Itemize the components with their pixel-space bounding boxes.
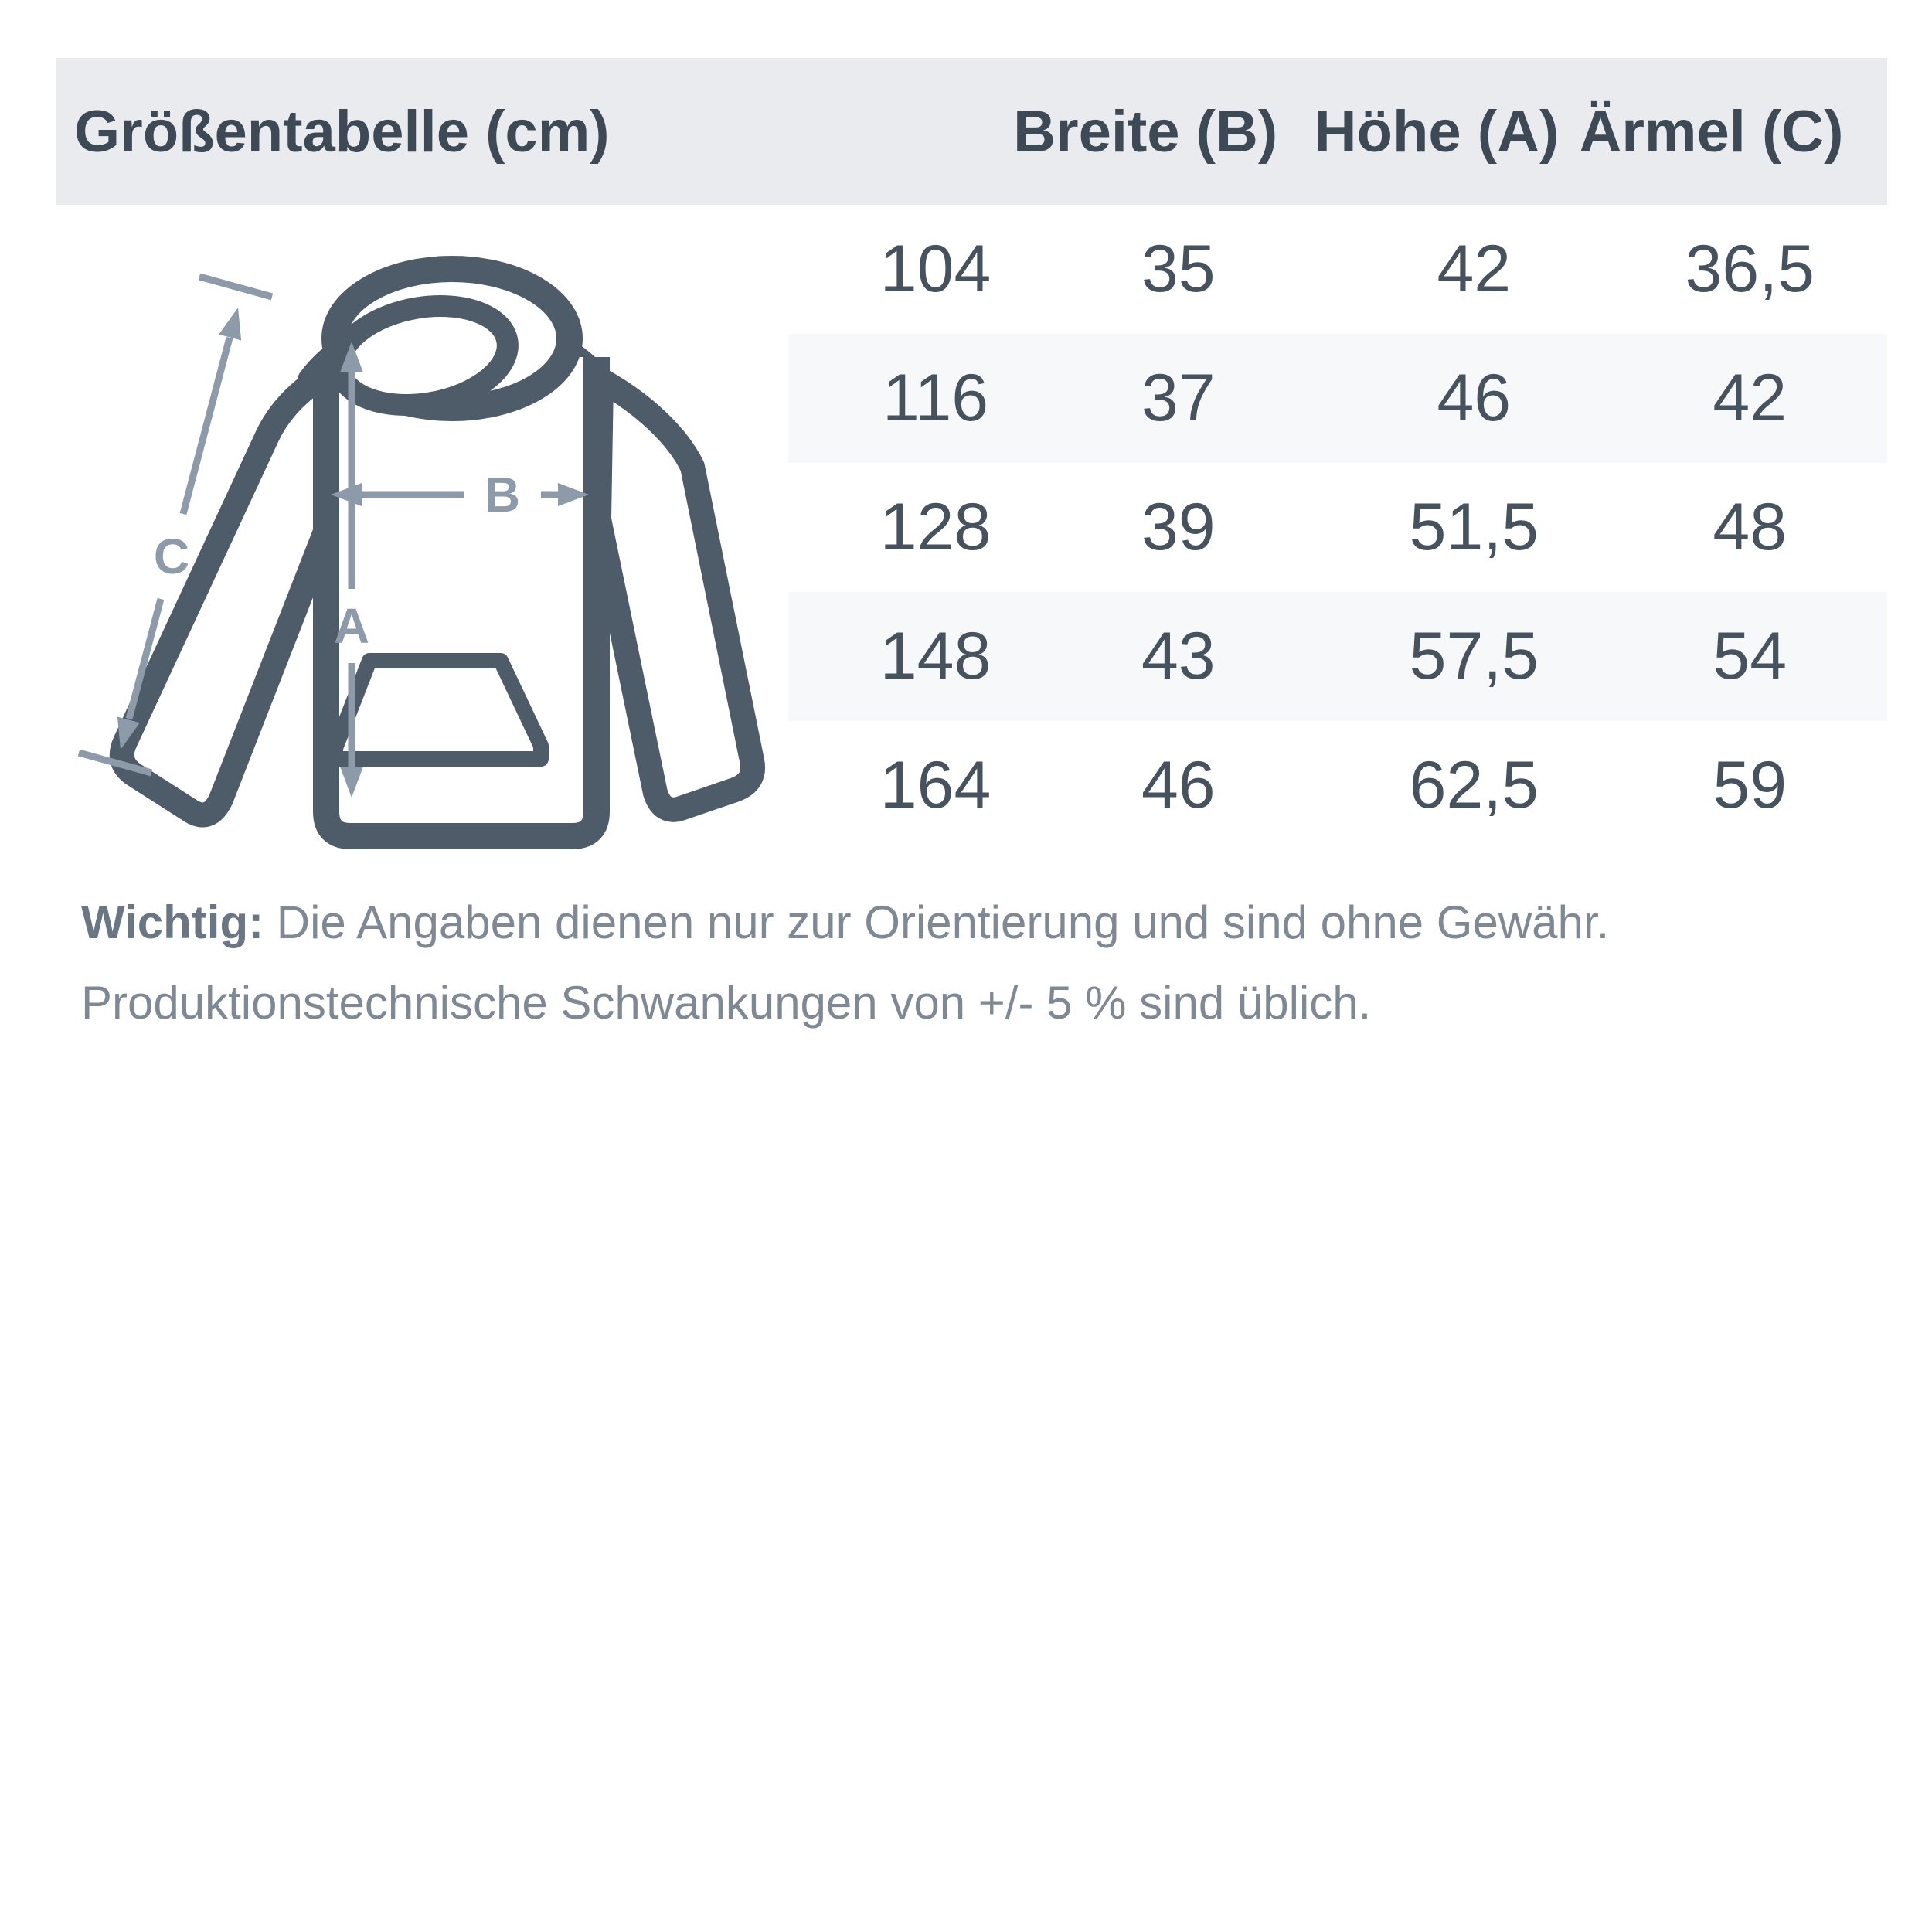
breite-value: 46 bbox=[1141, 748, 1216, 822]
size-value: 116 bbox=[882, 361, 989, 435]
important-note bbox=[81, 883, 1889, 1043]
note-text-1: Die Angaben dienen nur zur Orientierung und sind ohne Gewähr. bbox=[264, 896, 1610, 948]
hoodie-pocket bbox=[335, 661, 541, 759]
table-row bbox=[788, 205, 1887, 334]
hoodie-right-sleeve bbox=[599, 380, 753, 810]
size-table bbox=[788, 205, 1887, 850]
breite-value: 37 bbox=[1141, 361, 1216, 435]
size-value: 104 bbox=[879, 232, 992, 306]
hoehe-value: 62,5 bbox=[1409, 748, 1539, 822]
measure-c-tick-top bbox=[199, 277, 272, 297]
aermel-value: 54 bbox=[1713, 619, 1787, 693]
column-header-aermel: Ärmel (C) bbox=[1579, 98, 1844, 165]
table-header-bar bbox=[56, 58, 1887, 205]
column-header-breite: Breite (B) bbox=[1013, 98, 1278, 165]
arrowhead-c-top bbox=[219, 304, 249, 340]
column-header-hoehe: Höhe (A) bbox=[1314, 98, 1560, 165]
table-row bbox=[788, 463, 1887, 592]
hoodie-left-sleeve bbox=[122, 372, 332, 815]
table-row bbox=[788, 592, 1887, 721]
hoehe-value: 46 bbox=[1437, 361, 1512, 435]
table-row bbox=[788, 721, 1887, 850]
label-b: B bbox=[484, 467, 521, 522]
size-value: 128 bbox=[879, 490, 992, 564]
note-bold-prefix: Wichtig: bbox=[81, 896, 264, 948]
page-title: Größentabelle (cm) bbox=[74, 98, 610, 165]
aermel-value: 36,5 bbox=[1685, 232, 1815, 306]
note-line-2: Produktionstechnische Schwankungen von +/- 5 % sind üblich. bbox=[81, 977, 1372, 1029]
aermel-value: 42 bbox=[1713, 361, 1787, 435]
breite-value: 43 bbox=[1141, 619, 1216, 693]
size-value: 148 bbox=[879, 619, 992, 693]
measure-c-line bbox=[183, 338, 230, 514]
size-value: 164 bbox=[879, 748, 992, 822]
breite-value: 39 bbox=[1141, 490, 1216, 564]
aermel-value: 48 bbox=[1713, 490, 1787, 564]
table-row bbox=[788, 334, 1887, 463]
hoodie-measurement-diagram bbox=[39, 240, 811, 866]
note-line-1 bbox=[81, 883, 1889, 963]
label-c: C bbox=[153, 529, 190, 584]
breite-value: 35 bbox=[1141, 232, 1216, 306]
label-a: A bbox=[333, 598, 370, 654]
hoehe-value: 42 bbox=[1437, 232, 1512, 306]
aermel-value: 59 bbox=[1713, 748, 1787, 822]
hoehe-value: 51,5 bbox=[1409, 490, 1539, 564]
hoehe-value: 57,5 bbox=[1409, 619, 1539, 693]
